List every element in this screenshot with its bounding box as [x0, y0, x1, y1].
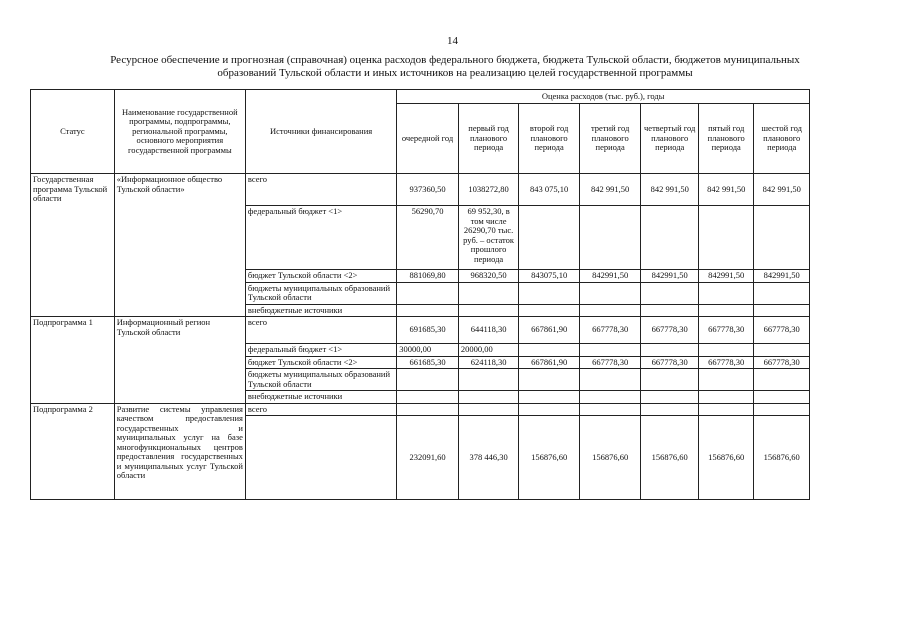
resource-table	[30, 89, 810, 500]
source-cell: бюджет Тульской области <2>	[245, 270, 396, 283]
value-cell: 644118,30	[458, 317, 519, 344]
empty-cell	[754, 206, 810, 270]
document-title: Ресурсное обеспечение и прогнозная (справочная) оценка расходов федерального бюджета, бюджета Тульской области, бюджетов муниципальных образований Тульской области и иных источников на реализацию целей государственной программы	[110, 54, 800, 79]
value-cell: 667778,30	[579, 317, 641, 344]
empty-cell	[641, 206, 699, 270]
header-year-5: пятый год планового периода	[698, 104, 753, 174]
header-year-4: четвертый год планового периода	[641, 104, 699, 174]
value-cell: 156876,60	[698, 416, 753, 500]
value-cell: 56290,70	[397, 206, 459, 270]
header-year-0: очередной год	[397, 104, 459, 174]
status-cell: Подпрограмма 1	[31, 317, 115, 404]
status-cell: Подпрограмма 2	[31, 403, 115, 500]
value-cell: 624118,30	[458, 356, 519, 369]
value-cell: 378 446,30	[458, 416, 519, 500]
empty-cell	[579, 206, 641, 270]
value-cell: 842991,50	[641, 270, 699, 283]
source-cell: внебюджетные источники	[245, 304, 396, 317]
source-cell: федеральный бюджет <1>	[245, 344, 396, 357]
value-cell: 842 991,50	[641, 174, 699, 206]
source-cell: внебюджетные источники	[245, 391, 396, 404]
header-year-2: второй год планового периода	[519, 104, 580, 174]
value-cell: 69 952,30, в том числе 26290,70 тыс. руб. – остаток прошлого периода	[458, 206, 519, 270]
value-cell: 968320,50	[458, 270, 519, 283]
value-cell: 842991,50	[579, 270, 641, 283]
source-cell: всего	[245, 403, 396, 416]
value-cell: 667861,90	[519, 317, 580, 344]
value-cell: 30000,00	[397, 344, 459, 357]
value-cell: 20000,00	[458, 344, 519, 357]
header-year-1: первый год планового периода	[458, 104, 519, 174]
value-cell: 667778,30	[698, 317, 753, 344]
program-name-cell: «Информационное общество Тульской области»	[114, 174, 245, 317]
value-cell: 156876,60	[754, 416, 810, 500]
source-cell: всего	[245, 317, 396, 344]
value-cell: 156876,60	[641, 416, 699, 500]
source-cell: федеральный бюджет <1>	[245, 206, 396, 270]
value-cell: 691685,30	[397, 317, 459, 344]
value-cell: 667778,30	[754, 356, 810, 369]
value-cell: 667861,90	[519, 356, 580, 369]
program-name-cell: Информационный регион Тульской области	[114, 317, 245, 404]
value-cell: 156876,60	[519, 416, 580, 500]
table-row	[31, 403, 810, 416]
page-number: 14	[447, 35, 458, 47]
source-cell: бюджет Тульской области <2>	[245, 356, 396, 369]
header-sources: Источники финансирования	[245, 90, 396, 174]
value-cell: 667778,30	[641, 356, 699, 369]
source-cell: бюджеты муниципальных образований Тульской области	[245, 282, 396, 304]
empty-cell	[519, 206, 580, 270]
header-estimate: Оценка расходов (тыс. руб.), годы	[397, 90, 810, 104]
value-cell: 156876,60	[579, 416, 641, 500]
value-cell: 1038272,80	[458, 174, 519, 206]
table-row	[31, 174, 810, 206]
header-year-3: третий год планового периода	[579, 104, 641, 174]
value-cell: 843 075,10	[519, 174, 580, 206]
value-cell: 667778,30	[698, 356, 753, 369]
value-cell: 881069,80	[397, 270, 459, 283]
value-cell: 667778,30	[579, 356, 641, 369]
header-status: Статус	[31, 90, 115, 174]
source-cell: всего	[245, 174, 396, 206]
source-cell: бюджеты муниципальных образований Тульской области	[245, 369, 396, 391]
value-cell: 843075,10	[519, 270, 580, 283]
header-year-6: шестой год планового периода	[754, 104, 810, 174]
header-name: Наименование государственной программы, подпрограммы, региональной программы, основного мероприятия государственной программы	[114, 90, 245, 174]
value-cell: 842 991,50	[698, 174, 753, 206]
value-cell: 842 991,50	[754, 174, 810, 206]
value-cell: 937360,50	[397, 174, 459, 206]
value-cell: 667778,30	[754, 317, 810, 344]
value-cell: 232091,60	[397, 416, 459, 500]
value-cell: 842 991,50	[579, 174, 641, 206]
value-cell: 661685,30	[397, 356, 459, 369]
value-cell: 842991,50	[754, 270, 810, 283]
table-row	[31, 317, 810, 344]
empty-cell	[698, 206, 753, 270]
program-name-cell: Развитие системы управления качеством предоставления государственных и муниципальных услуг на базе многофункциональных центров предоставления государственных и муниципальных услуг Тульской области	[114, 403, 245, 500]
value-cell: 667778,30	[641, 317, 699, 344]
value-cell: 842991,50	[698, 270, 753, 283]
status-cell: Государственная программа Тульской области	[31, 174, 115, 317]
